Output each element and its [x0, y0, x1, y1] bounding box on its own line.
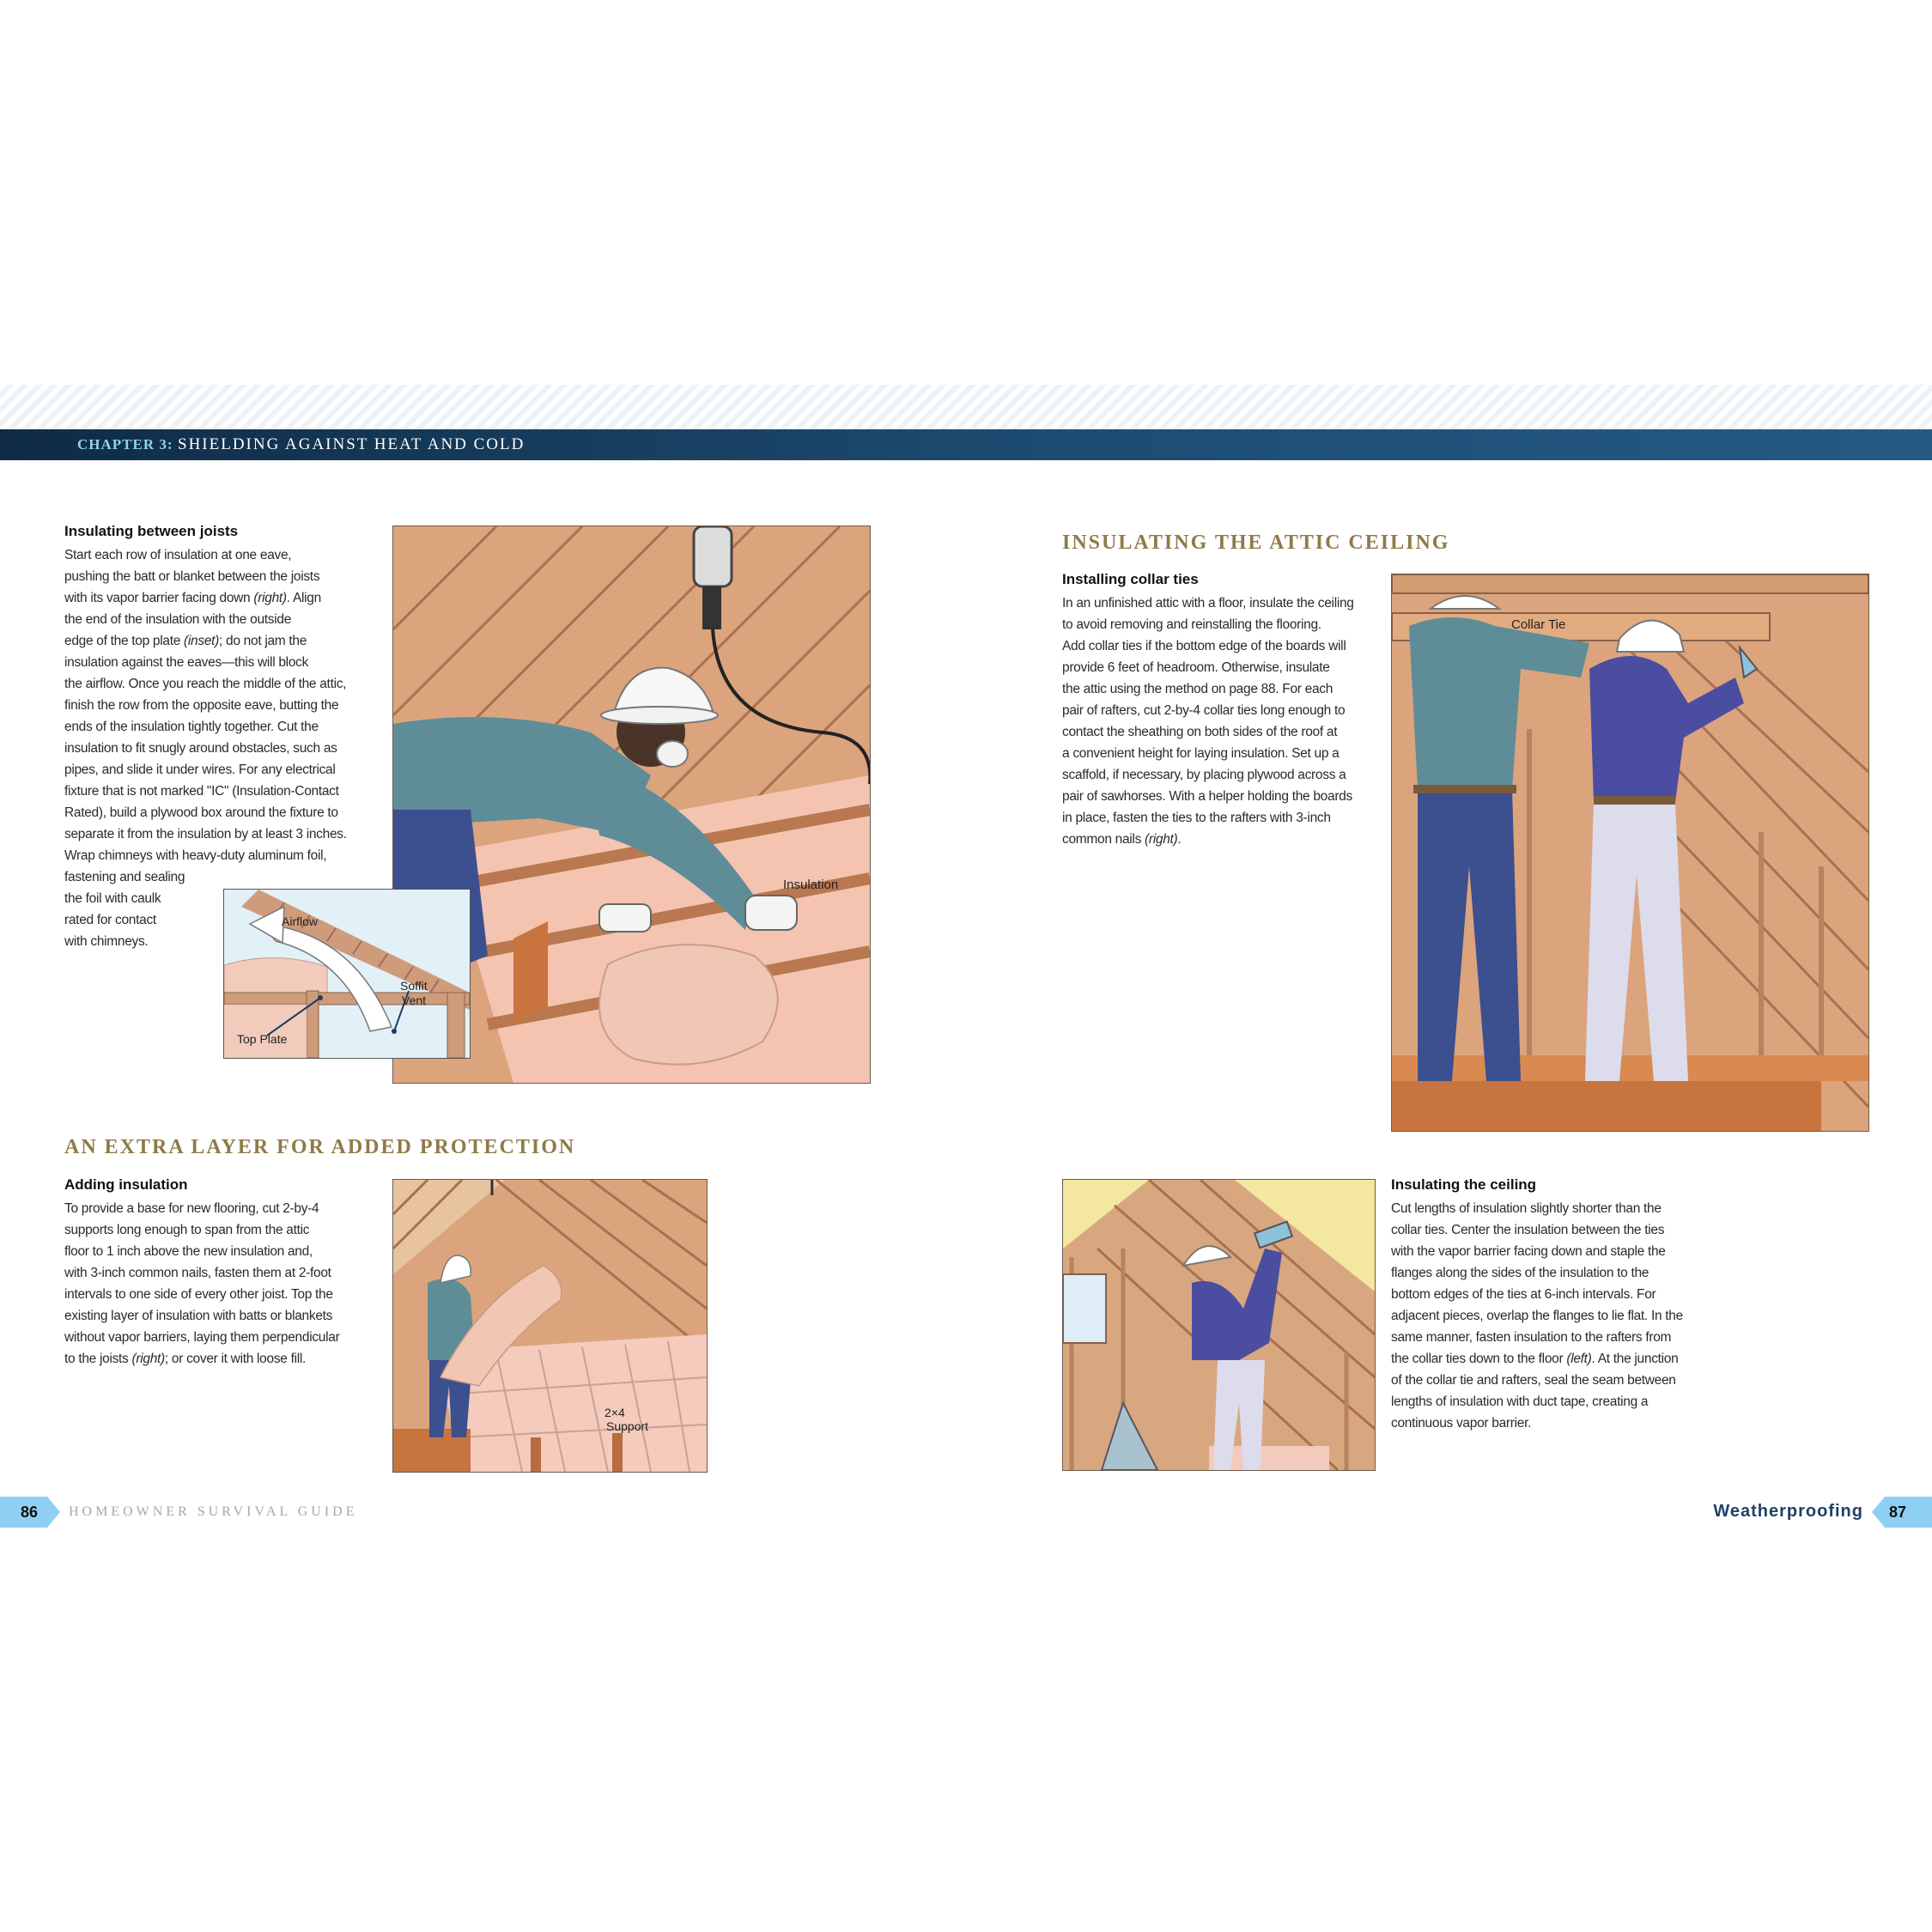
running-title-left: HOMEOWNER SURVIVAL GUIDE	[69, 1504, 358, 1519]
text-line: supports long enough to span from the attic	[64, 1223, 310, 1237]
subhead-insulating-between-joists: Insulating between joists	[64, 523, 239, 539]
text-line: pair of rafters, cut 2-by-4 collar ties long enough to	[1062, 703, 1346, 718]
text-line: same manner, fasten insulation to the rafters from	[1391, 1330, 1672, 1345]
label-soffit: Soffit	[400, 979, 428, 993]
illustration-insulating-ceiling	[1062, 1179, 1376, 1471]
text-line: edge of the top plate (inset); do not jam the	[64, 634, 307, 648]
text-line: fastening and sealing	[64, 870, 185, 884]
text-line: in place, fasten the ties to the rafters with 3-inch	[1062, 811, 1331, 825]
text-line: flanges along the sides of the insulation to the	[1391, 1266, 1649, 1280]
text-line: bottom edges of the ties at 6-inch intervals. For	[1391, 1287, 1656, 1302]
heading-extra-layer: AN EXTRA LAYER FOR ADDED PROTECTION	[64, 1136, 576, 1158]
text-line: continuous vapor barrier.	[1391, 1416, 1532, 1431]
text-line: to avoid removing and reinstalling the flooring.	[1062, 617, 1321, 632]
text-line: Rated), build a plywood box around the fixture to	[64, 805, 338, 820]
text-line: In an unfinished attic with a floor, insulate the ceiling	[1062, 596, 1354, 611]
text-line: the end of the insulation with the outside	[64, 612, 292, 627]
heading-attic-ceiling: INSULATING THE ATTIC CEILING	[1062, 532, 1450, 554]
illustration-adding-insulation	[392, 1179, 708, 1473]
label-airflow: Airflow	[282, 914, 319, 928]
subhead-adding-insulation: Adding insulation	[64, 1176, 188, 1193]
chapter-label: CHAPTER 3:	[77, 436, 173, 453]
text-line: Add collar ties if the bottom edge of the boards will	[1062, 639, 1346, 653]
text-line: pushing the batt or blanket between the joists	[64, 569, 320, 584]
collar-ties-body-text	[1062, 592, 1388, 850]
text-line: existing layer of insulation with batts or blankets	[64, 1309, 333, 1323]
text-line: separate it from the insulation by at least 3 inches.	[64, 827, 347, 841]
label-2x4: 2×4	[605, 1406, 625, 1419]
page-number-right: 87	[1889, 1504, 1907, 1521]
text-line: intervals to one side of every other joist. Top the	[64, 1287, 333, 1302]
subhead-insulating-the-ceiling: Insulating the ceiling	[1391, 1176, 1537, 1193]
text-line: a convenient height for laying insulation. Set up a	[1062, 746, 1340, 761]
text-line: the foil with caulk	[64, 891, 161, 906]
text-line: insulation against the eaves—this will block	[64, 655, 309, 670]
text-line: without vapor barriers, laying them perpendicular	[64, 1330, 340, 1345]
text-line: with 3-inch common nails, fasten them at 2-foot	[64, 1266, 331, 1280]
text-line: rated for contact	[64, 913, 156, 927]
text-line: Start each row of insulation at one eave,	[64, 548, 292, 562]
chapter-title: SHIELDING AGAINST HEAT AND COLD	[178, 435, 526, 453]
text-line: floor to 1 inch above the new insulation and,	[64, 1244, 313, 1259]
text-line: insulation to fit snugly around obstacles, such as	[64, 741, 337, 756]
text-line: with its vapor barrier facing down (right). Align	[64, 591, 321, 605]
text-line: scaffold, if necessary, by placing plywood across a	[1062, 768, 1346, 782]
text-line: Cut lengths of insulation slightly shorter than the	[1391, 1201, 1662, 1216]
text-line: with chimneys.	[64, 934, 149, 949]
text-line: To provide a base for new flooring, cut 2-by-4	[64, 1201, 319, 1216]
text-line: finish the row from the opposite eave, butting the	[64, 698, 339, 713]
text-line: with the vapor barrier facing down and staple the	[1391, 1244, 1666, 1259]
text-line: the airflow. Once you reach the middle of the attic,	[64, 677, 347, 691]
header-pattern	[0, 385, 1932, 429]
text-line: the collar ties down to the floor (left). At the junction	[1391, 1352, 1679, 1366]
label-vent: Vent	[402, 993, 427, 1007]
text-line: lengths of insulation with duct tape, creating a	[1391, 1394, 1649, 1409]
text-line: provide 6 feet of headroom. Otherwise, insulate	[1062, 660, 1330, 675]
label-support: Support	[606, 1419, 649, 1433]
text-line: ends of the insulation tightly together. Cut the	[64, 720, 319, 734]
text-line: fixture that is not marked "IC" (Insulation-Contact	[64, 784, 339, 799]
text-line: to the joists (right); or cover it with loose fill.	[64, 1352, 307, 1366]
label-top-plate: Top Plate	[237, 1032, 288, 1046]
label-collar-tie: Collar Tie	[1511, 617, 1566, 632]
text-line: common nails (right).	[1062, 832, 1182, 847]
label-insulation: Insulation	[783, 878, 839, 892]
running-title-right: Weatherproofing	[1713, 1502, 1863, 1521]
text-line: pipes, and slide it under wires. For any electrical	[64, 762, 336, 777]
adding-insulation-body-text	[64, 1198, 382, 1370]
text-line: adjacent pieces, overlap the flanges to lie flat. In the	[1391, 1309, 1683, 1323]
ceiling-body-text	[1391, 1198, 1726, 1434]
text-line: of the collar tie and rafters, seal the seam between	[1391, 1373, 1676, 1388]
text-line: the attic using the method on page 88. For each	[1062, 682, 1334, 696]
text-line: contact the sheathing on both sides of the roof at	[1062, 725, 1338, 739]
text-line: pair of sawhorses. With a helper holding the boards	[1062, 789, 1352, 804]
subhead-installing-collar-ties: Installing collar ties	[1062, 571, 1199, 587]
page-number-left: 86	[21, 1504, 39, 1521]
illustration-collar-ties	[1391, 574, 1869, 1132]
text-line: collar ties. Center the insulation between the ties	[1391, 1223, 1665, 1237]
text-line: Wrap chimneys with heavy-duty aluminum foil,	[64, 848, 327, 863]
